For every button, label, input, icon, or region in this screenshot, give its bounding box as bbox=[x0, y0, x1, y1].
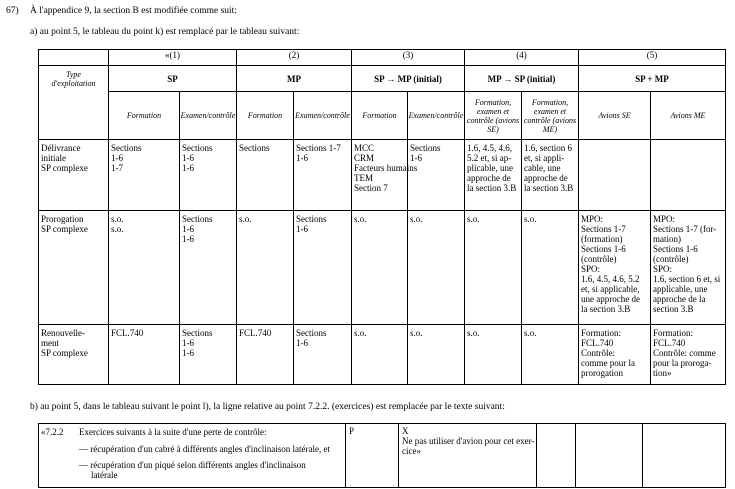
cell-line: 1-7 bbox=[111, 163, 123, 173]
table-row bbox=[39, 325, 726, 385]
cell-line: s.o. bbox=[239, 214, 252, 224]
cell-line: Formation: bbox=[581, 328, 621, 338]
para-intro: À l'appendice 9, la section B est modifiée comme suit: bbox=[30, 6, 237, 16]
cell-line: s.o. bbox=[410, 328, 423, 338]
cell-line: Sections bbox=[296, 214, 327, 224]
table-cell bbox=[408, 325, 465, 385]
cell-line: la section 3.B bbox=[581, 304, 631, 314]
table-cell bbox=[408, 211, 465, 325]
cell-line: Sections 1-6 bbox=[653, 244, 698, 254]
table-cell bbox=[465, 325, 522, 385]
row-label-line: ment bbox=[41, 338, 59, 348]
cell-line: (contrôle) bbox=[653, 254, 689, 264]
cell-line: la section 3.B bbox=[467, 183, 517, 193]
exercise-title: Exercices suivants à la suite d'une perte de contrôle: bbox=[79, 427, 267, 437]
table-cell bbox=[180, 325, 237, 385]
empty-cell bbox=[643, 424, 726, 488]
subheader-cell: Formation bbox=[237, 92, 294, 140]
cell-line: s.o. bbox=[354, 214, 367, 224]
table-cell bbox=[651, 211, 726, 325]
cell-line: Contrôle: bbox=[581, 348, 615, 358]
cell-line: 1-6 bbox=[182, 153, 194, 163]
item-a: a) au point 5, le tableau du point k) est remplacé par le tableau suivant: bbox=[30, 27, 300, 37]
cell-line: prorogation bbox=[581, 368, 623, 378]
table-cell bbox=[352, 211, 408, 325]
cell-line: une approche de bbox=[581, 294, 640, 304]
cell-line: 1-6 bbox=[182, 338, 194, 348]
table-cell bbox=[237, 140, 294, 211]
table-cell bbox=[237, 325, 294, 385]
group-header: SP bbox=[109, 66, 237, 92]
cell-line: Sections bbox=[410, 143, 441, 153]
note-line-2: cice» bbox=[402, 446, 421, 456]
cell-line: et, si applicable, bbox=[581, 284, 640, 294]
cell-line: s.o. bbox=[524, 328, 537, 338]
cell-line: (formation) bbox=[581, 234, 623, 244]
cell-line: FCL.740 bbox=[653, 338, 686, 348]
cell-line: 1-6 bbox=[111, 153, 123, 163]
col-number-5: (5) bbox=[579, 50, 726, 66]
cell-line: FCL.740 bbox=[111, 328, 144, 338]
row-label bbox=[39, 325, 109, 385]
table-cell bbox=[294, 325, 352, 385]
table-cell bbox=[109, 140, 180, 211]
cell-line: approche de la bbox=[653, 294, 706, 304]
cell-line: FCL.740 bbox=[239, 328, 272, 338]
row-label-line: SP complexe bbox=[41, 348, 88, 358]
cell-line: Sections bbox=[182, 328, 213, 338]
cell-line: Sections 1-7 bbox=[581, 224, 626, 234]
cell-line: 5.2 et, si ap- bbox=[467, 153, 512, 163]
row-label-line: SP complexe bbox=[41, 224, 88, 234]
cell-line: 1.6, section 6 bbox=[524, 143, 572, 153]
subheader-cell: Formation bbox=[109, 92, 180, 140]
cell-line: MCC bbox=[354, 143, 375, 153]
cell-line: approche de bbox=[467, 173, 511, 183]
col-number-3: (3) bbox=[352, 50, 465, 66]
cell-line: 1-6 bbox=[182, 163, 194, 173]
table-b bbox=[38, 423, 726, 488]
empty-cell bbox=[576, 424, 643, 488]
cell-line: MPO: bbox=[581, 214, 604, 224]
exercise-dash-1: — récupération d'un cabré à différents angles d'inclinaison latérale, et bbox=[79, 444, 330, 454]
cell-line: s.o. bbox=[467, 328, 480, 338]
cell-line: Facteurs humains bbox=[354, 163, 418, 173]
cell-line: Sections 1-6 bbox=[581, 244, 626, 254]
cell-line: s.o. bbox=[524, 214, 537, 224]
col-number-4: (4) bbox=[465, 50, 579, 66]
cell-line: Sections 1-7 (for- bbox=[653, 224, 717, 234]
cell-line: 1-6 bbox=[296, 224, 308, 234]
row-label-line: Délivrance initiale bbox=[41, 143, 81, 163]
empty-cell bbox=[537, 424, 576, 488]
group-header: SP + MP bbox=[579, 66, 726, 92]
subheader-cell: Formation bbox=[352, 92, 408, 140]
cell-line: 1-6 bbox=[296, 153, 308, 163]
cell-line: 1-6 bbox=[410, 153, 422, 163]
subheader-cell: Examen/contrôle bbox=[408, 92, 465, 140]
table-cell bbox=[294, 140, 352, 211]
cell-line: 1-6 bbox=[182, 234, 194, 244]
note-line-1: Ne pas utiliser d'avion pour cet exer- bbox=[402, 436, 535, 446]
table-cell bbox=[579, 325, 651, 385]
table-cell bbox=[651, 140, 726, 211]
cell-line: pour la proroga- bbox=[653, 358, 712, 368]
row-label bbox=[39, 140, 109, 211]
cell-line: s.o. bbox=[410, 214, 423, 224]
table-cell bbox=[294, 211, 352, 325]
cell-line: FCL.740 bbox=[581, 338, 614, 348]
table-cell bbox=[579, 211, 651, 325]
p-cell bbox=[346, 424, 399, 488]
exercise-dash-2-cont: latérale bbox=[91, 470, 118, 480]
table-cell bbox=[522, 140, 579, 211]
group-header: SP → MP (initial) bbox=[352, 66, 465, 92]
cell-line: mation) bbox=[653, 234, 681, 244]
para-number: 67) bbox=[6, 6, 19, 16]
cell-line: TEM bbox=[354, 173, 373, 183]
group-header: MP → SP (initial) bbox=[465, 66, 579, 92]
table-cell bbox=[408, 140, 465, 211]
cell-line: (contrôle) bbox=[581, 254, 617, 264]
table-cell bbox=[109, 211, 180, 325]
exercise-ref: «7.2.2 bbox=[41, 427, 64, 437]
table-cell bbox=[109, 325, 180, 385]
subheader-cell: Avions ME bbox=[651, 92, 726, 140]
row-label bbox=[39, 211, 109, 325]
table-row bbox=[39, 211, 726, 325]
cell-line: tion» bbox=[653, 368, 672, 378]
subheader-cell: Avions SE bbox=[579, 92, 651, 140]
cell-line: la section 3.B bbox=[524, 183, 574, 193]
subheader-cell: Examen/contrôle bbox=[294, 92, 352, 140]
cell-line: Formation: bbox=[653, 328, 693, 338]
cell-line: section 3.B bbox=[653, 304, 694, 314]
cell-line: s.o. bbox=[111, 224, 124, 234]
row-label-line: Prorogation bbox=[41, 214, 84, 224]
main-table bbox=[38, 49, 726, 385]
table-row bbox=[39, 140, 726, 211]
subheader-cell: Formation, examen et contrôle (avions ME) bbox=[522, 92, 579, 140]
subheader-cell: Examen/contrôle bbox=[180, 92, 237, 140]
x-cell bbox=[399, 424, 537, 488]
cell-line: 1-6 bbox=[182, 224, 194, 234]
cell-line: 1.6, 4.5, 4.6, 5.2 bbox=[581, 274, 640, 284]
p-mark: P bbox=[349, 426, 355, 436]
table-cell bbox=[180, 140, 237, 211]
cell-line: approche de bbox=[524, 173, 568, 183]
cell-line: Sections bbox=[296, 328, 327, 338]
table-cell bbox=[180, 211, 237, 325]
cell-line: 1-6 bbox=[182, 348, 194, 358]
cell-line: Sections bbox=[239, 143, 270, 153]
cell-line: cable, une bbox=[524, 163, 561, 173]
x-mark: X bbox=[402, 426, 409, 436]
group-header: MP bbox=[237, 66, 352, 92]
cell-line: Contrôle: comme bbox=[653, 348, 716, 358]
table-cell bbox=[465, 140, 522, 211]
cell-line: Sections bbox=[182, 143, 213, 153]
table-cell bbox=[352, 325, 408, 385]
table-cell bbox=[579, 140, 651, 211]
row-label-line: Renouvelle- bbox=[41, 328, 85, 338]
exercise-cell bbox=[39, 424, 346, 488]
cell-line: et, si appli- bbox=[524, 153, 565, 163]
exercise-dash-2: — récupération d'un piqué selon différents angles d'inclinaison bbox=[79, 460, 306, 470]
table-cell bbox=[522, 325, 579, 385]
col-number-1: «(1) bbox=[109, 50, 237, 66]
table-cell bbox=[465, 211, 522, 325]
table-cell bbox=[522, 211, 579, 325]
cell-line: Section 7 bbox=[354, 183, 388, 193]
cell-line: s.o. bbox=[354, 328, 367, 338]
cell-line: plicable, une bbox=[467, 163, 513, 173]
cell-line: s.o. bbox=[111, 214, 124, 224]
cell-line: Sections bbox=[111, 143, 142, 153]
row-label-line: SP complexe bbox=[41, 163, 88, 173]
table-cell bbox=[237, 211, 294, 325]
cell-line: CRM bbox=[354, 153, 375, 163]
subheader-cell: Formation, examen et contrôle (avions SE) bbox=[465, 92, 522, 140]
cell-line: Sections bbox=[182, 214, 213, 224]
cell-line: 1.6, 4.5, 4.6, bbox=[467, 143, 512, 153]
cell-line: SPO: bbox=[653, 264, 673, 274]
type-header: Type d'exploitation bbox=[39, 66, 109, 140]
item-b: b) au point 5, dans le tableau suivant le point l), la ligne relative au point 7.2.2. (exercices) est remplacée par le texte suivant: bbox=[30, 402, 505, 412]
cell-line: applicable, une bbox=[653, 284, 708, 294]
col-number-2: (2) bbox=[237, 50, 352, 66]
cell-line: 1.6, section 6 et, si bbox=[653, 274, 721, 284]
cell-line: Sections 1-7 bbox=[296, 143, 341, 153]
cell-line: s.o. bbox=[467, 214, 480, 224]
cell-line: SPO: bbox=[581, 264, 601, 274]
cell-line: 1-6 bbox=[296, 338, 308, 348]
cell-line: comme pour la bbox=[581, 358, 635, 368]
table-cell bbox=[651, 325, 726, 385]
corner-cell bbox=[39, 50, 109, 66]
cell-line: MPO: bbox=[653, 214, 676, 224]
